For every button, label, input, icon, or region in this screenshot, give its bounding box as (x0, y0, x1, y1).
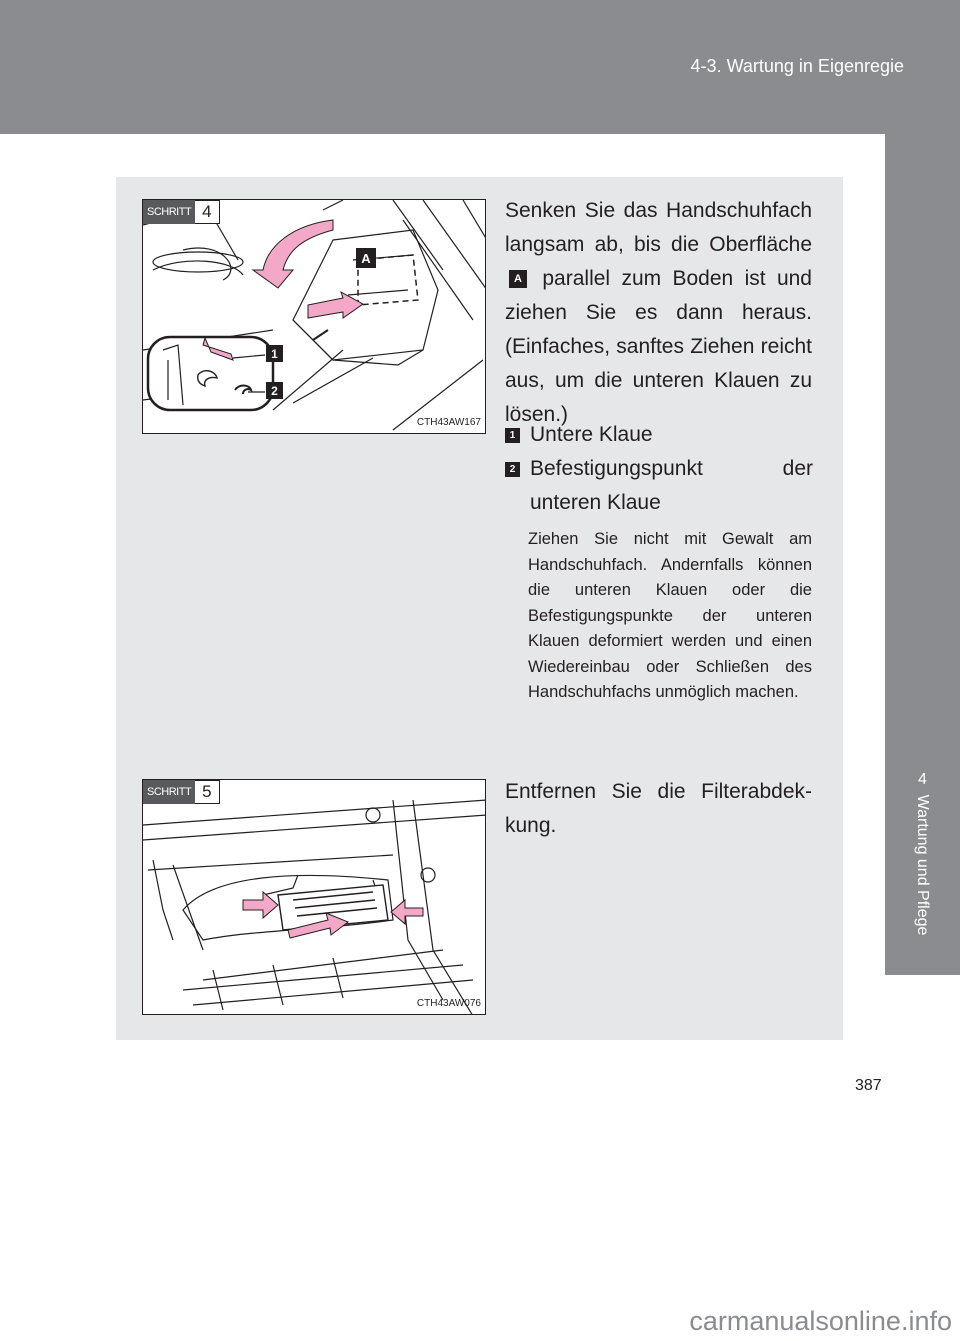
step4-text-before: Senken Sie das Handschuhfach langsam ab, bis die Oberfläche (505, 199, 812, 256)
step-label: SCHRITT (143, 780, 195, 804)
legend-badge-2-icon: 2 (505, 462, 520, 477)
step4-text-after: parallel zum Boden ist und ziehen Sie es dann heraus. (Einfaches, sanftes Ziehen reicht aus, um die unteren Klauen zu lösen.) (505, 267, 812, 426)
section-title: 4-3. Wartung in Eigenregie (690, 56, 904, 76)
callout-2: 2 (271, 384, 278, 398)
watermark[interactable]: carmanualsonline.info (689, 1306, 952, 1336)
step4-badge (143, 200, 220, 224)
side-tab-strip (885, 134, 960, 743)
step-number: 5 (195, 780, 219, 804)
badge-a-icon: A (509, 270, 527, 288)
caution-note: Ziehen Sie nicht mit Gewalt am Handschuhfach. Andernfalls können die unteren Klauen oder die Befestigungspunkte der unteren Klauen deformiert werden und einen Wiedereinbau oder Schließen des Handschuhfachs unmöglich machen. (528, 530, 812, 701)
legend-text-2: Befestigungspunkt der unteren Klaue (530, 457, 813, 514)
glovebox-drawing (143, 200, 486, 434)
page-header (0, 0, 960, 134)
step5-instruction: Entfernen Sie die Filterabdekkung. (505, 780, 812, 837)
step-label: SCHRITT (143, 200, 195, 224)
step5-illustration (142, 779, 486, 1015)
chapter-label: Wartung und Pflege (914, 794, 931, 936)
legend-badge-1-icon: 1 (505, 428, 520, 443)
chapter-tab[interactable] (885, 743, 960, 975)
step4-illustration (142, 199, 486, 434)
step4-instruction (505, 194, 812, 432)
figure-code: CTH43AW167 (416, 417, 481, 428)
figure-code: CTH43AW076 (416, 998, 481, 1009)
callout-1: 1 (271, 347, 278, 361)
page-number: 387 (855, 1077, 882, 1094)
legend-text-1: Untere Klaue (530, 423, 653, 446)
step-number: 4 (195, 200, 219, 224)
chapter-number: 4 (918, 771, 927, 788)
filter-cover-drawing (143, 780, 486, 1015)
step5-badge (143, 780, 220, 804)
callout-a: A (361, 251, 371, 266)
